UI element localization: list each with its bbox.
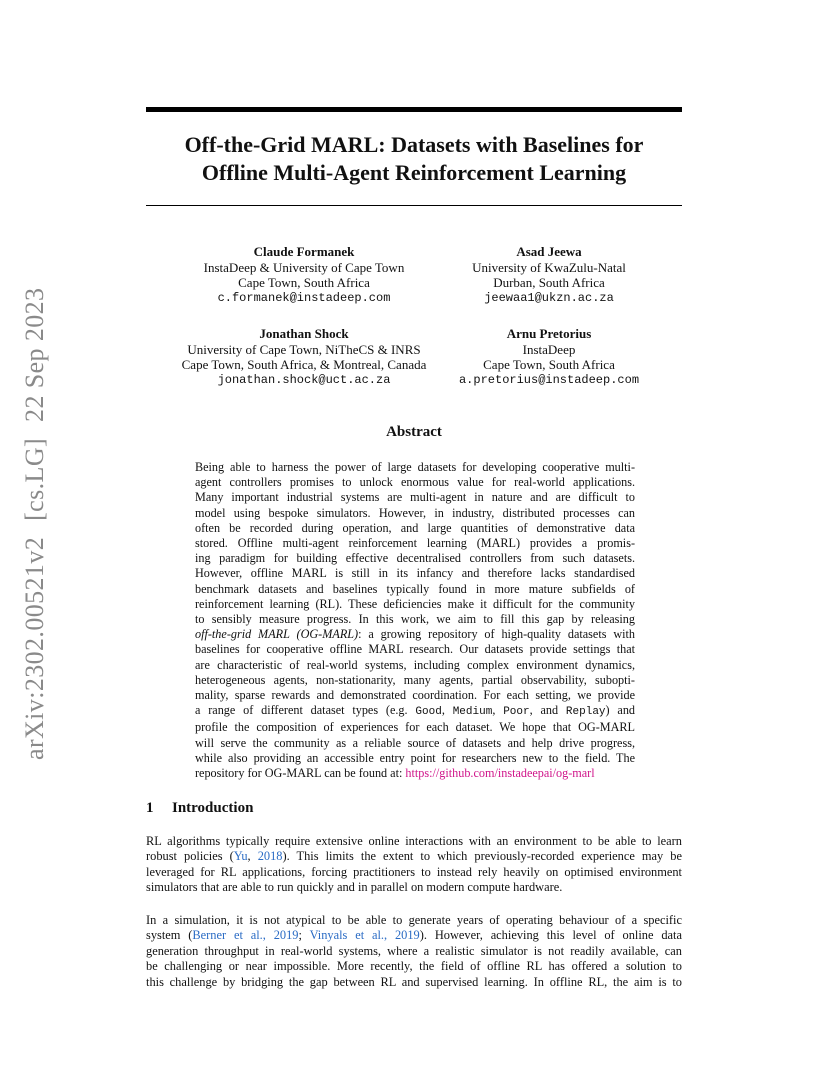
author-block xyxy=(438,326,660,388)
author-block xyxy=(170,326,438,388)
title-bottom-rule xyxy=(146,205,682,206)
abstract-line: while also providing an accessible entry point for researchers new to the field. The xyxy=(195,750,635,765)
dataset-type-poor: Poor xyxy=(503,706,530,719)
abstract-line: profile the composition of experiences for each dataset. We hope that OG-MARL xyxy=(195,720,635,735)
dataset-type-medium: Medium xyxy=(452,706,493,719)
abstract-line: baselines for cooperative offline MARL research. Our datasets provide settings that xyxy=(195,642,635,657)
citation-link[interactable]: 2018 xyxy=(257,849,283,864)
body-line: generation throughput in real-world systems, where a realistic simulator is not readily available, can xyxy=(146,943,682,958)
author-name: Claude Formanek xyxy=(253,244,355,259)
abstract-line: agent controllers promises to unlock enormous value for real-world applications. xyxy=(195,475,635,490)
abstract-line: Many important industrial systems are multi-agent in nature and are difficult to xyxy=(195,490,635,505)
author-name: Arnu Pretorius xyxy=(506,326,592,341)
abstract-line: a range of different dataset types (e.g. Good, Medium, Poor, and Replay) and xyxy=(195,703,636,719)
dataset-type-good: Good xyxy=(415,706,442,719)
abstract-line: repository for OG-MARL can be found at: https://github.com/instadeepai/og-marl xyxy=(195,766,595,781)
paper-title xyxy=(146,131,682,187)
title-line-1: Off-the-Grid MARL: Datasets with Baselines for xyxy=(184,132,644,157)
author-affiliation: University of KwaZulu-Natal xyxy=(472,259,626,275)
section-number: 1 xyxy=(146,800,154,816)
author-email[interactable]: a.pretorius@instadeep.com xyxy=(458,372,640,387)
abstract-heading: Abstract xyxy=(386,424,442,440)
author-location: Cape Town, South Africa xyxy=(238,275,370,290)
citation-link[interactable]: Berner et al., 2019 xyxy=(192,928,299,943)
abstract-line: to sensibly measure progress. In this work, we aim to fill this gap by releasing xyxy=(195,612,635,627)
body-line: leveraged for RL applications, forcing practitioners to instead rely heavily on optimised environment xyxy=(146,864,682,879)
body-line: be challenging or near impossible. More recently, the field of offline RL has offered a solution to xyxy=(146,959,682,974)
abstract-line: will serve the community as a reliable source of datasets and help drive progress, xyxy=(195,735,635,750)
body-paragraph xyxy=(146,913,682,990)
author-block xyxy=(170,244,438,306)
author-name: Asad Jeewa xyxy=(516,244,582,259)
body-paragraph xyxy=(146,834,682,896)
title-line-2: Offline Multi-Agent Reinforcement Learning xyxy=(201,160,627,185)
author-affiliation: University of Cape Town, NiTheCS & INRS xyxy=(187,341,421,357)
author-affiliation: InstaDeep & University of Cape Town xyxy=(203,259,405,275)
author-email[interactable]: jeewaa1@ukzn.ac.za xyxy=(484,290,614,305)
abstract-line: heterogeneous agents, non-stationarity, many agents, partial observability, subopti- xyxy=(195,672,635,687)
abstract-body xyxy=(195,460,635,781)
author-email[interactable]: c.formanek@instadeep.com xyxy=(217,290,391,305)
body-line: system (Berner et al., 2019; Vinyals et al., 2019). However, achieving this level of online data xyxy=(146,928,682,943)
author-block xyxy=(438,244,660,306)
section-title: Introduction xyxy=(172,800,254,816)
author-location: Cape Town, South Africa, & Montreal, Canada xyxy=(181,357,427,372)
repository-link[interactable]: https://github.com/instadeepai/og-marl xyxy=(405,766,595,781)
abstract-line: off-the-grid MARL (OG-MARL): a growing repository of high-quality datasets with xyxy=(195,627,635,642)
body-line: In a simulation, it is not atypical to be able to generate years of operating behaviour of a specific xyxy=(146,913,682,927)
abstract-line: However, offline MARL is still in its infancy and therefore lacks standardised xyxy=(195,566,635,581)
arxiv-sidebar-stamp xyxy=(20,272,50,760)
citation-link[interactable]: Yu xyxy=(233,849,248,864)
author-affiliation: InstaDeep xyxy=(522,341,576,357)
arxiv-category: [cs.LG] xyxy=(20,437,49,521)
abstract-line: stored. Offline multi-agent reinforcement learning (MARL) provides a promis- xyxy=(195,536,635,551)
ogmarl-term: off-the-grid MARL (OG-MARL) xyxy=(195,627,359,642)
section-heading xyxy=(146,800,253,817)
arxiv-date: 22 Sep 2023 xyxy=(20,287,49,422)
body-line: this challenge by bridging the gap between RL and supervised learning. In offline RL, the aim is to xyxy=(146,974,682,989)
citation-link[interactable]: Vinyals et al., 2019 xyxy=(309,928,420,943)
abstract-line: benchmark datasets and baselines typically found in more mature subfields of xyxy=(195,581,635,596)
abstract-line: ing paradigm for building effective decentralised controllers from such datasets. xyxy=(195,551,635,566)
author-email[interactable]: jonathan.shock@uct.ac.za xyxy=(217,372,391,387)
dataset-type-replay: Replay xyxy=(565,706,606,719)
author-location: Durban, South Africa xyxy=(493,275,605,290)
abstract-line: often be recorded during operation, and large quantities of demonstrative data xyxy=(195,520,635,535)
body-line: RL algorithms typically require extensive online interactions with an environment to be able to learn xyxy=(146,834,682,848)
abstract-line: Being able to harness the power of large datasets for developing cooperative multi- xyxy=(195,460,635,474)
abstract-line: mality, sparse rewards and demonstrated coordination. For each setting, we provide xyxy=(195,688,635,703)
abstract-line: are characteristic of real-world systems, including complex environment dynamics, xyxy=(195,657,635,672)
abstract-line: reinforcement learning (RL). These deficiencies make it difficult for the community xyxy=(195,596,635,611)
arxiv-id: arXiv:2302.00521v2 xyxy=(20,536,49,760)
author-name: Jonathan Shock xyxy=(259,326,349,341)
body-line: simulators that are able to run quickly and in parallel on modern compute hardware. xyxy=(146,880,563,895)
body-line: robust policies (Yu, 2018). This limits the extent to which previously-recorded experience may be xyxy=(146,849,682,864)
title-top-rule xyxy=(146,107,682,112)
author-location: Cape Town, South Africa xyxy=(483,357,615,372)
abstract-line: model using bespoke simulators. However, in industry, distributed processes can xyxy=(195,505,635,520)
